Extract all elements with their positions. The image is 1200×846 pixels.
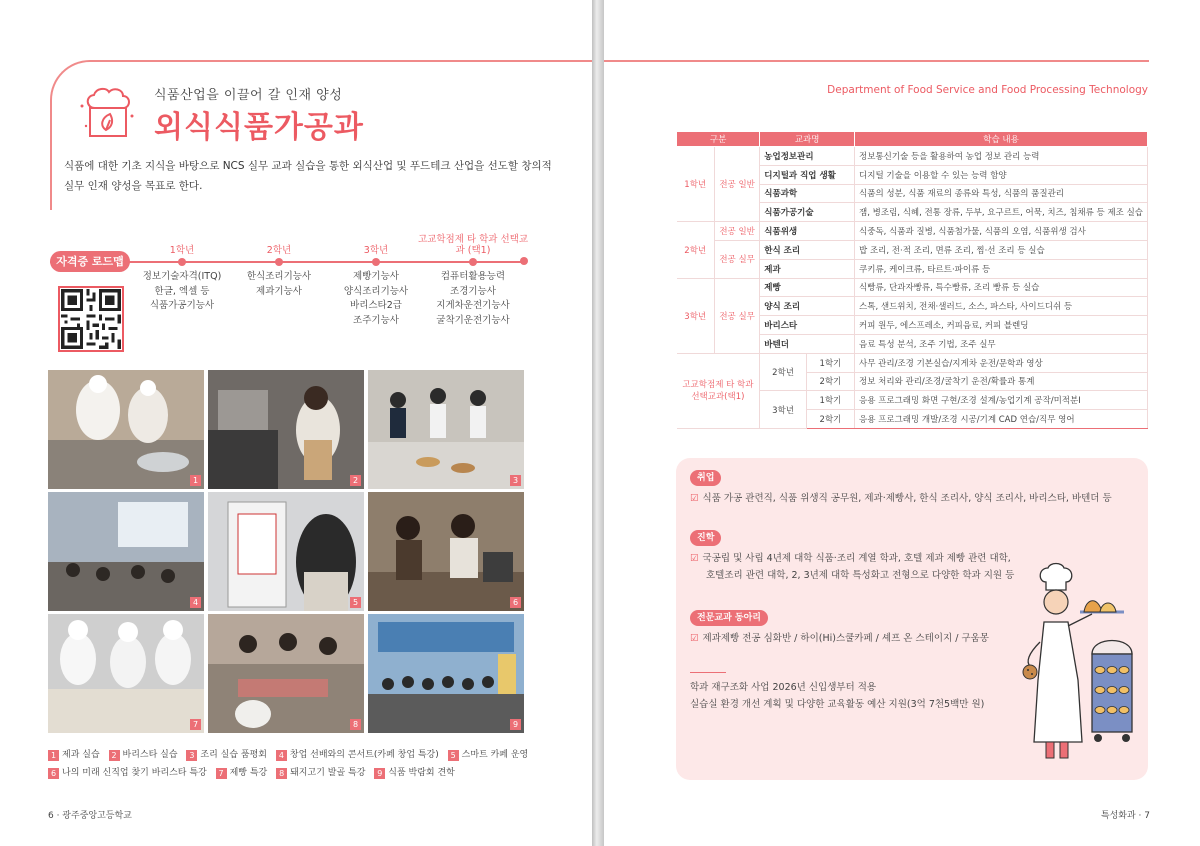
page-subtitle: 식품산업을 이끌어 갈 인재 양성 <box>154 88 343 103</box>
curriculum-table <box>676 131 1148 429</box>
photo-startup-concert[interactable] <box>48 492 204 611</box>
caption-item <box>276 746 439 764</box>
certificate-item: 지게차운전기능사 <box>436 300 510 311</box>
certificate-item: 조주기능사 <box>353 314 399 326</box>
employment-text: 식품 가공 관련직, 식품 위생직 공무원, 제과·제빵사, 한식 조리사, 양식 조리사, 바리스타, 바텐더 등 <box>702 493 1112 504</box>
photo-number: 9 <box>510 719 521 730</box>
photo-food-expo[interactable] <box>368 614 524 733</box>
content-cell: 응용 프로그래밍 화면 구현/조경 설계/농업기계 공작/미적분I <box>855 391 1148 410</box>
caption-item <box>448 746 529 764</box>
photo-baking-practice[interactable] <box>48 370 204 489</box>
photo-number: 7 <box>190 719 201 730</box>
clubs-tag: 전문교과 동아리 <box>690 610 768 626</box>
term-cell: 1학기 <box>806 391 854 410</box>
certificate-item: 바리스타2급 <box>350 300 402 311</box>
caption-text: 돼지고기 발골 특강 <box>290 768 366 778</box>
certificate-item: 조경기능사 <box>450 285 496 297</box>
content-cell: 식품의 성분, 식품 재료의 종류와 특성, 식품의 품질관리 <box>855 184 1148 203</box>
roadmap-stage-head: 고교학점제 타 학과 선택교과 (택1) <box>418 234 529 256</box>
subject-cell: 농업정보관리 <box>760 147 855 166</box>
caption-number: 5 <box>448 750 459 761</box>
left-page <box>0 0 592 846</box>
right-page <box>604 0 1200 846</box>
content-cell: 식중독, 식품과 질병, 식품첨가물, 식품의 오염, 식품위생 검사 <box>855 222 1148 241</box>
term-cell: 1학기 <box>806 353 854 372</box>
certificate-item: 제과기능사 <box>256 285 302 297</box>
table-row <box>677 240 1148 259</box>
photo-number: 5 <box>350 597 361 608</box>
page-number-left: 6 · 광주중앙고등학교 <box>48 811 132 821</box>
note-line-2: 실습실 환경 개선 계획 및 다양한 교육활동 예산 지원(3억 7천5백만 원) <box>690 699 985 710</box>
subject-cell: 식품과학 <box>760 184 855 203</box>
content-cell: 커피 원두, 에스프레소, 커피음료, 커피 블렌딩 <box>855 316 1148 335</box>
term-cell: 2학기 <box>806 372 854 391</box>
roadmap-stage-1 <box>127 232 237 314</box>
table-row <box>677 222 1148 241</box>
subject-cell: 양식 조리 <box>760 297 855 316</box>
caption-number: 4 <box>276 750 287 761</box>
caption-number: 6 <box>48 768 59 779</box>
grade-cell: 2학년 <box>677 222 715 278</box>
photo-number: 1 <box>190 475 201 486</box>
caption-number: 1 <box>48 750 59 761</box>
caption-item <box>374 764 455 782</box>
advance-text-1: 국공립 및 사립 4년제 대학 식품·조리 계열 학과, 호텔 제과 제빵 관련 대학, <box>702 553 1011 564</box>
roadmap-stage-3 <box>321 232 431 328</box>
caption-item <box>48 746 100 764</box>
roadmap-label: 자격증 로드맵 <box>50 251 130 272</box>
grade-cell: 1학년 <box>677 147 715 222</box>
caption-text: 스마트 카페 운영 <box>461 750 529 760</box>
caption-text: 제빵 특강 <box>229 768 268 778</box>
content-cell: 정보 처리와 관리/조경/굴착기 운전/확률과 통계 <box>855 372 1148 391</box>
caption-text: 바리스타 실습 <box>122 750 178 760</box>
certificate-item: 정보기술자격(ITQ) <box>142 271 222 282</box>
column-header: 학습 내용 <box>855 132 1148 147</box>
photo-image <box>208 492 364 611</box>
roadmap-dot <box>178 258 186 266</box>
subject-cell: 식품위생 <box>760 222 855 241</box>
category-cell: 전공 일반 <box>714 147 759 222</box>
certificate-item: 제빵기능사 <box>353 271 399 282</box>
photo-number: 6 <box>510 597 521 608</box>
note-line-1: 학과 재구조화 사업 2026년 신입생부터 적용 <box>690 682 877 693</box>
year-cell: 2학년 <box>760 353 807 391</box>
certificate-item: 굴착기운전기능사 <box>436 314 510 326</box>
subject-cell: 제과 <box>760 259 855 278</box>
advance-text-2: 호텔조리 관련 대학, 2, 3년제 대학 특성화고 전형으로 다양한 학과 지원 등 <box>706 570 1015 581</box>
photo-barista-practice[interactable] <box>208 370 364 489</box>
photo-image <box>368 614 524 733</box>
checkbox-icon: ☑ <box>690 633 699 644</box>
certificate-item: 한글, 엑셀 등 <box>154 285 210 297</box>
photo-image <box>48 614 204 733</box>
column-header: 교과명 <box>760 132 855 147</box>
table-row <box>677 147 1148 166</box>
roadmap-dot <box>372 258 380 266</box>
photo-number: 8 <box>350 719 361 730</box>
photo-barista-lecture[interactable] <box>368 492 524 611</box>
content-cell: 정보통신기술 등을 활용하여 농업 정보 관리 능력 <box>855 147 1148 166</box>
chef-illustration-icon <box>1020 562 1140 768</box>
caption-number: 7 <box>216 768 227 779</box>
photo-captions <box>48 746 568 782</box>
content-cell: 응용 프로그래밍 개발/조경 시공/기계 CAD 연습/직무 영어 <box>855 410 1148 429</box>
photo-number: 2 <box>350 475 361 486</box>
certificate-item: 한식조리기능사 <box>246 271 312 282</box>
roadmap-stage-head: 1학년 <box>169 245 195 256</box>
photo-image <box>48 370 204 489</box>
roadmap-dot <box>275 258 283 266</box>
roadmap-dot <box>469 258 477 266</box>
photo-image <box>208 370 364 489</box>
checkbox-icon: ☑ <box>690 553 699 564</box>
caption-number: 9 <box>374 768 385 779</box>
caption-item <box>48 764 207 782</box>
subject-cell: 디지털과 직업 생활 <box>760 165 855 184</box>
roadmap-stage-2 <box>224 232 334 299</box>
page-title: 외식식품가공과 <box>154 110 364 145</box>
category-cell: 전공 실무 <box>714 278 759 353</box>
caption-number: 8 <box>276 768 287 779</box>
grade-cell: 3학년 <box>677 278 715 353</box>
caption-number: 2 <box>109 750 120 761</box>
caption-text: 창업 선배와의 콘서트(카페 창업 특강) <box>289 750 439 760</box>
book-gutter <box>592 0 604 846</box>
top-rule <box>604 60 1149 62</box>
content-cell: 밥 조리, 전·적 조리, 면류 조리, 찜·선 조리 등 실습 <box>855 240 1148 259</box>
photo-number: 4 <box>190 597 201 608</box>
year-cell: 3학년 <box>760 391 807 429</box>
roadmap-stage-4 <box>418 232 528 328</box>
certificate-item: 양식조리기능사 <box>343 285 409 297</box>
intro-paragraph: 식품에 대한 기초 지식을 바탕으로 NCS 실무 교과 실습을 통한 외식산업 및 푸드테크 산업을 선도할 창의적 실무 인재 양성을 목표로 한다. <box>64 160 552 192</box>
department-english-name: Department of Food Service and Food Processing Technology <box>827 84 1148 96</box>
category-cell: 전공 일반 <box>714 222 759 241</box>
photo-cooking-contest[interactable] <box>368 370 524 489</box>
certificate-item: 식품가공기능사 <box>149 300 215 311</box>
category-cell: 전공 실무 <box>714 240 759 278</box>
roadmap-stage-head: 2학년 <box>266 245 292 256</box>
photo-grid <box>48 370 524 734</box>
content-cell: 사무 관리/조경 기본실습/지게차 운전/문학과 영상 <box>855 353 1148 372</box>
clubs-item <box>690 630 989 647</box>
certificate-item: 컴퓨터활용능력 <box>440 271 506 282</box>
elective-group-cell: 고교학점제 타 학과 선택교과(택1) <box>677 353 760 428</box>
subject-cell: 바텐더 <box>760 334 855 353</box>
caption-item <box>216 764 268 782</box>
advance-item <box>690 550 1011 567</box>
content-cell: 디지털 기술을 이용할 수 있는 능력 함양 <box>855 165 1148 184</box>
photo-smart-cafe[interactable] <box>208 492 364 611</box>
table-row <box>677 278 1148 297</box>
checkbox-icon: ☑ <box>690 493 699 504</box>
photo-number: 3 <box>510 475 521 486</box>
qr-code-icon[interactable] <box>58 286 124 352</box>
clubs-text: 제과제빵 전공 심화반 / 하이(Hi)스쿨카페 / 셰프 온 스테이지 / 구움몽 <box>702 633 989 644</box>
employment-tag: 취업 <box>690 470 721 486</box>
photo-image <box>368 492 524 611</box>
content-cell: 식빵류, 단과자빵류, 특수빵류, 조리 빵류 등 실습 <box>855 278 1148 297</box>
content-cell: 잼, 병조림, 식혜, 전통 장류, 두부, 요구르트, 어묵, 치즈, 침채류 등 제조 실습 <box>855 203 1148 222</box>
term-cell: 2학기 <box>806 410 854 429</box>
photo-image <box>368 370 524 489</box>
subject-cell: 한식 조리 <box>760 240 855 259</box>
page-number-right: 특성화과 · 7 <box>1100 811 1150 821</box>
employment-item <box>690 490 1112 507</box>
photo-bread-lecture[interactable] <box>48 614 204 733</box>
caption-text: 식품 박람회 견학 <box>388 768 455 778</box>
subject-cell: 식품가공기술 <box>760 203 855 222</box>
subject-cell: 제빵 <box>760 278 855 297</box>
divider <box>690 672 726 673</box>
advance-tag: 진학 <box>690 530 721 546</box>
career-outlook-panel <box>676 458 1148 780</box>
content-cell: 쿠키류, 케이크류, 타르트·파이류 등 <box>855 259 1148 278</box>
photo-image <box>208 614 364 733</box>
caption-item <box>186 746 267 764</box>
roadmap-stage-head: 3학년 <box>363 245 389 256</box>
caption-text: 나의 미래 신직업 찾기 바리스타 특강 <box>62 768 207 778</box>
chef-hat-icon <box>78 86 138 142</box>
photo-image <box>48 492 204 611</box>
table-row <box>677 353 1148 372</box>
caption-text: 제과 실습 <box>62 750 100 760</box>
caption-item <box>276 764 365 782</box>
column-header: 구분 <box>677 132 760 147</box>
caption-text: 조리 실습 품평회 <box>200 750 268 760</box>
subject-cell: 바리스타 <box>760 316 855 335</box>
table-header-row <box>677 132 1148 147</box>
caption-number: 3 <box>186 750 197 761</box>
caption-item <box>109 746 178 764</box>
content-cell: 음료 특성 분석, 조주 기법, 조주 실무 <box>855 334 1148 353</box>
content-cell: 스톡, 샌드위치, 전채·샐러드, 소스, 파스타, 사이드디쉬 등 <box>855 297 1148 316</box>
photo-butchery-lecture[interactable] <box>208 614 364 733</box>
